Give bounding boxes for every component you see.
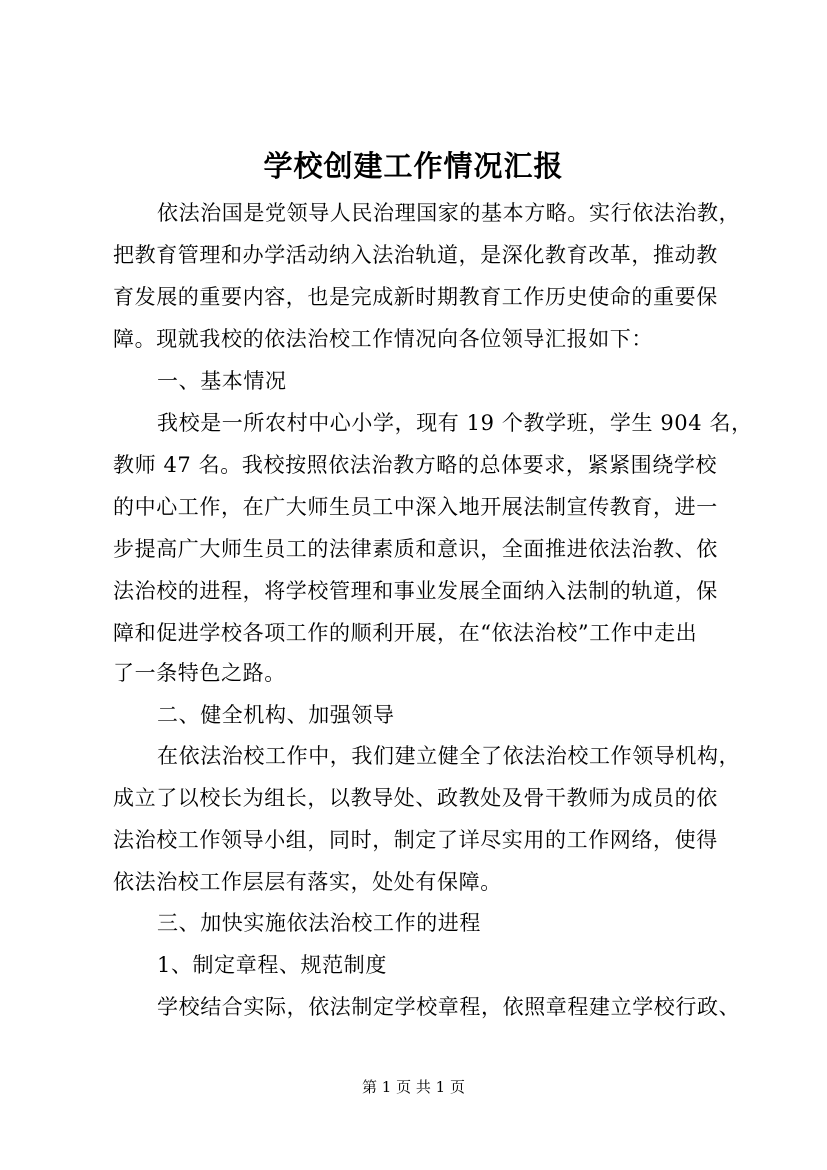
paragraph-line: 法治校工作领导小组，同时，制定了详尽实用的工作网络，使得 xyxy=(113,828,718,852)
paragraph-line: 步提高广大师生员工的法律素质和意识，全面推进依法治教、依 xyxy=(113,537,718,561)
paragraph-line: 依法治国是党领导人民治理国家的基本方略。实行依法治教， xyxy=(157,201,741,225)
paragraph-line: 教师 47 名。我校按照依法治教方略的总体要求，紧紧围绕学校 xyxy=(113,453,718,477)
subsection-heading: 1、制定章程、规范制度 xyxy=(157,953,387,977)
section-heading: 二、健全机构、加强领导 xyxy=(157,703,395,727)
paragraph-line: 学校结合实际，依法制定学校章程，依照章程建立学校行政、 xyxy=(157,995,741,1019)
paragraph-line: 我校是一所农村中心小学，现有 19 个教学班，学生 904 名， xyxy=(157,411,753,435)
paragraph-line: 成立了以校长为组长，以教导处、政教处及骨干教师为成员的依 xyxy=(113,786,718,810)
paragraph-line: 在依法治校工作中，我们建立健全了依法治校工作领导机构， xyxy=(157,744,741,768)
section-heading: 一、基本情况 xyxy=(157,369,287,393)
section-heading: 三、加快实施依法治校工作的进程 xyxy=(157,911,481,935)
paragraph-line: 育发展的重要内容，也是完成新时期教育工作历史使命的重要保 xyxy=(113,285,718,309)
paragraph-line: 依法治校工作层层有落实，处处有保障。 xyxy=(113,870,502,894)
paragraph-line: 把教育管理和办学活动纳入法治轨道，是深化教育改革，推动教 xyxy=(113,243,718,267)
page-footer: 第 1 页 共 1 页 xyxy=(362,1078,465,1096)
paragraph-line: 障和促进学校各项工作的顺利开展，在“依法治校”工作中走出 xyxy=(113,621,698,645)
paragraph-line: 的中心工作，在广大师生员工中深入地开展法制宣传教育，进一 xyxy=(113,495,718,519)
paragraph-line: 了一条特色之路。 xyxy=(113,661,286,685)
paragraph-line: 障。现就我校的依法治校工作情况向各位领导汇报如下： xyxy=(113,327,653,351)
page-title: 学校创建工作情况汇报 xyxy=(263,149,564,183)
paragraph-line: 法治校的进程，将学校管理和事业发展全面纳入法制的轨道，保 xyxy=(113,579,718,603)
